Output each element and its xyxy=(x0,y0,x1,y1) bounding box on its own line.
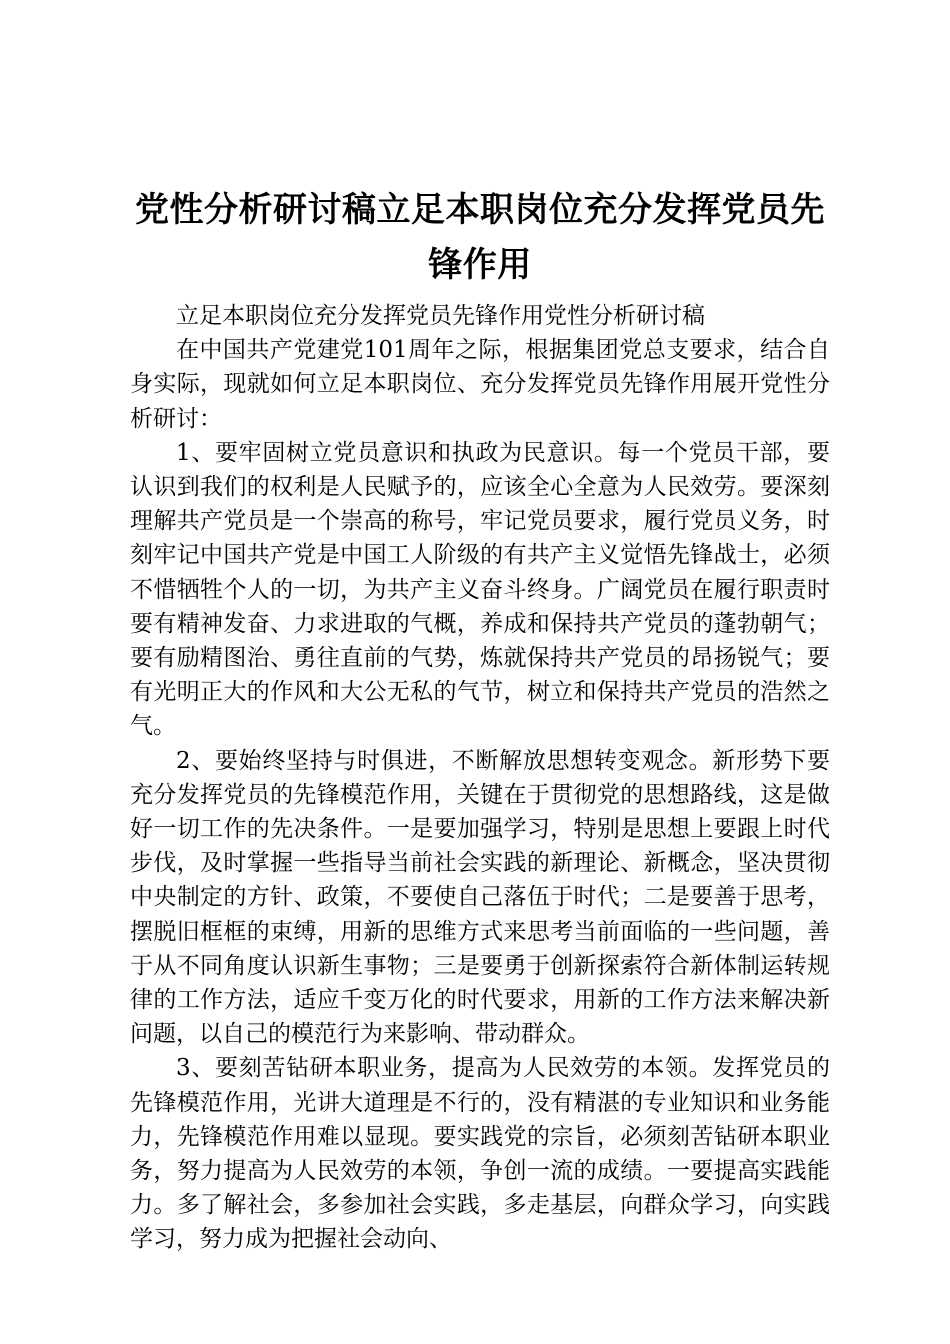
document-page xyxy=(130,183,830,1257)
body-paragraph: 1、要牢固树立党员意识和执政为民意识。每一个党员干部，要认识到我们的权利是人民赋予的，应该全心全意为人民效劳。要深刻理解共产党员是一个崇高的称号，牢记党员要求，履行党员义务，时刻牢记中国共产党是中国工人阶级的有共产主义觉悟先锋战士，必须不惜牺牲个人的一切，为共产主义奋斗终身。广阔党员在履行职责时要有精神发奋、力求进取的气概，养成和保持共产党员的蓬勃朝气；要有励精图治、勇往直前的气势，炼就保持共产党员的昂扬锐气；要有光明正大的作风和大公无私的气节，树立和保持共产党员的浩然之气。 xyxy=(130,439,830,740)
document-title xyxy=(130,183,830,293)
document-body xyxy=(130,299,830,1257)
subtitle-paragraph: 立足本职岗位充分发挥党员先锋作用党性分析研讨稿 xyxy=(176,303,705,329)
body-paragraph: 2、要始终坚持与时俱进，不断解放思想转变观念。新形势下要充分发挥党员的先锋模范作用，关键在于贯彻党的思想路线，这是做好一切工作的先决条件。一是要加强学习，特别是思想上要跟上时代步伐，及时掌握一些指导当前社会实践的新理论、新概念，坚决贯彻中央制定的方针、政策，不要使自己落伍于时代；二是要善于思考，摆脱旧框框的束缚，用新的思维方式来思考当前面临的一些问题，善于从不同角度认识新生事物；三是要勇于创新探索符合新体制运转规律的工作方法，适应千变万化的时代要求，用新的工作方法来解决新问题，以自己的模范行为来影响、带动群众。 xyxy=(130,747,830,1048)
body-paragraph: 3、要刻苦钻研本职业务，提高为人民效劳的本领。发挥党员的先锋模范作用，光讲大道理是不行的，没有精湛的专业知识和业务能力，先锋模范作用难以显现。要实践党的宗旨，必须刻苦钻研本职业务，努力提高为人民效劳的本领，争创一流的成绩。一要提高实践能力。多了解社会，多参加社会实践，多走基层，向群众学习，向实践学习，努力成为把握社会动向、 xyxy=(130,1055,830,1253)
title-line-1: 党性分析研讨稿立足本职岗位充分发挥党员先 xyxy=(135,190,825,230)
title-line-2: 锋作用 xyxy=(428,245,532,285)
intro-paragraph: 在中国共产党建党101周年之际，根据集团党总支要求，结合自身实际，现就如何立足本职岗位、充分发挥党员先锋作用展开党性分析研讨： xyxy=(130,337,830,432)
